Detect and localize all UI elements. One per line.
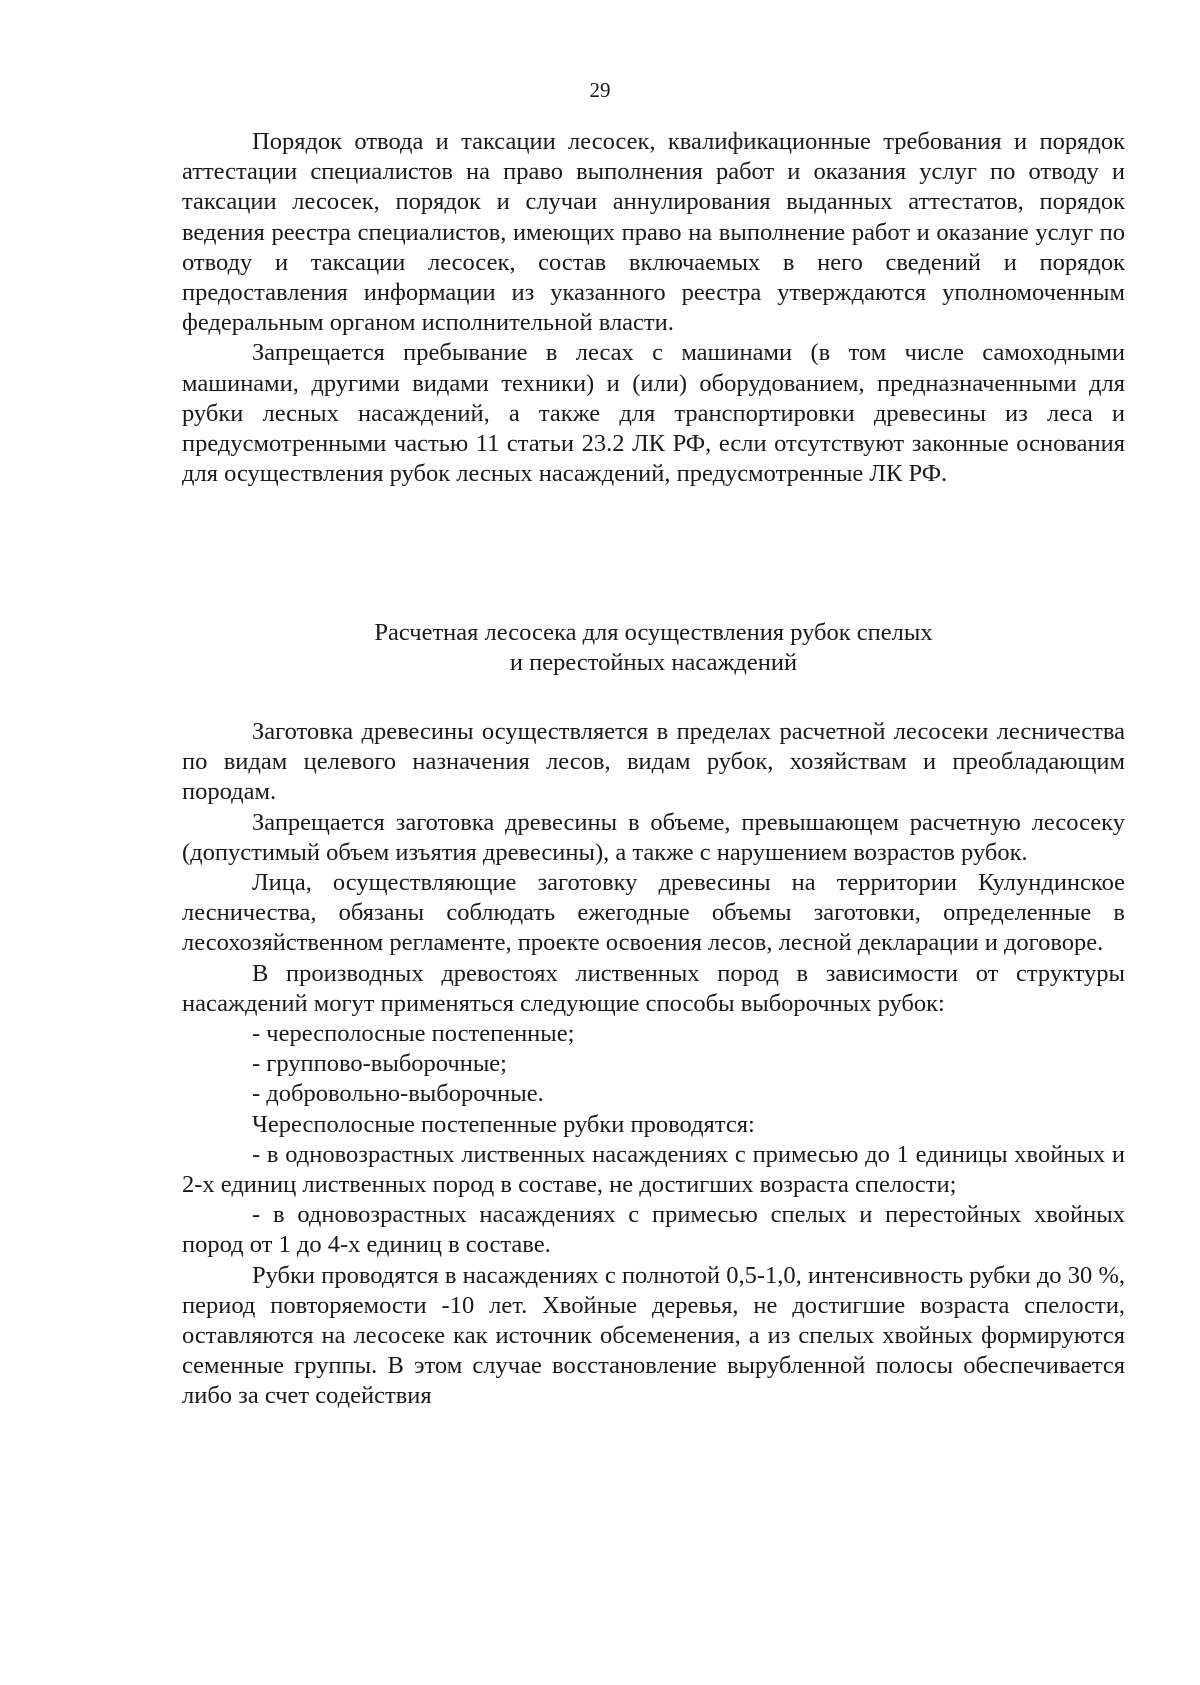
section-2-text	[182, 717, 1125, 1412]
section-1-text	[182, 127, 1125, 489]
section-heading-line-2: и перестойных насаждений	[509, 649, 798, 677]
paragraph: Запрещается заготовка древесины в объеме, превышающем расчетную лесосеку (допустимый объем изъятия древесины), а также с нарушением возрастов рубок.	[182, 808, 1125, 866]
list-item: - группово-выборочные;	[252, 1050, 507, 1078]
list-item: - в одновозрастных насаждениях с примесью спелых и перестойных хвойных пород от 1 до 4-х единиц в составе.	[182, 1201, 1125, 1259]
paragraph: Рубки проводятся в насаждениях с полнотой 0,5-1,0, интенсивность рубки до 30 %, период повторяемости -10 лет. Хвойные деревья, не достигшие возраста спелости, оставляются на лесосеке как источник обсеменения, а из спелых хвойных формируются семенные группы. В этом случае восстановление вырубленной полосы обеспечивается либо за счет содействия	[182, 1261, 1125, 1410]
paragraph: Запрещается пребывание в лесах с машинами (в том числе самоходными машинами, другими видами техники) и (или) оборудованием, предназначенными для рубки лесных насаждений, а также для транспортировки древесины из леса и предусмотренными частью 11 статьи 23.2 ЛК РФ, если отсутствуют законные основания для осуществления рубок лесных насаждений, предусмотренные ЛК РФ.	[182, 339, 1125, 488]
paragraph: В производных древостоях лиственных пород в зависимости от структуры насаждений могут применяться следующие способы выборочных рубок:	[182, 959, 1125, 1017]
list-item: - чересполосные постепенные;	[252, 1020, 575, 1048]
page-number: 29	[589, 78, 611, 102]
paragraph: Порядок отвода и таксации лесосек, квалификационные требования и порядок аттестации специалистов на право выполнения работ и оказания услуг по отводу и таксации лесосек, порядок и случаи аннулирования выданных аттестатов, порядок ведения реестра специалистов, имеющих право на выполнение работ и оказание услуг по отводу и таксации лесосек, состав включаемых в него сведений и порядок предоставления информации из указанного реестра утверждаются уполномоченным федеральным органом исполнительной власти.	[182, 128, 1125, 337]
section-heading-line-1: Расчетная лесосека для осуществления рубок спелых	[374, 619, 933, 646]
list-item: - в одновозрастных лиственных насаждениях с примесью до 1 единицы хвойных и 2-х единиц лиственных пород в составе, не достигших возраста спелости;	[182, 1140, 1125, 1199]
list-item: - добровольно-выборочные.	[252, 1080, 544, 1108]
section-heading	[182, 618, 1125, 678]
paragraph: Чересполосные постепенные рубки проводятся:	[252, 1110, 755, 1138]
paragraph: Заготовка древесины осуществляется в пределах расчетной лесосеки лесничества по видам целевого назначения лесов, видам рубок, хозяйствам и преобладающим породам.	[182, 718, 1125, 806]
paragraph: Лица, осуществляющие заготовку древесины на территории Кулундинское лесничества, обязаны соблюдать ежегодные объемы заготовки, определенные в лесохозяйственном регламенте, проекте освоения лесов, лесной декларации и договоре.	[182, 869, 1125, 957]
